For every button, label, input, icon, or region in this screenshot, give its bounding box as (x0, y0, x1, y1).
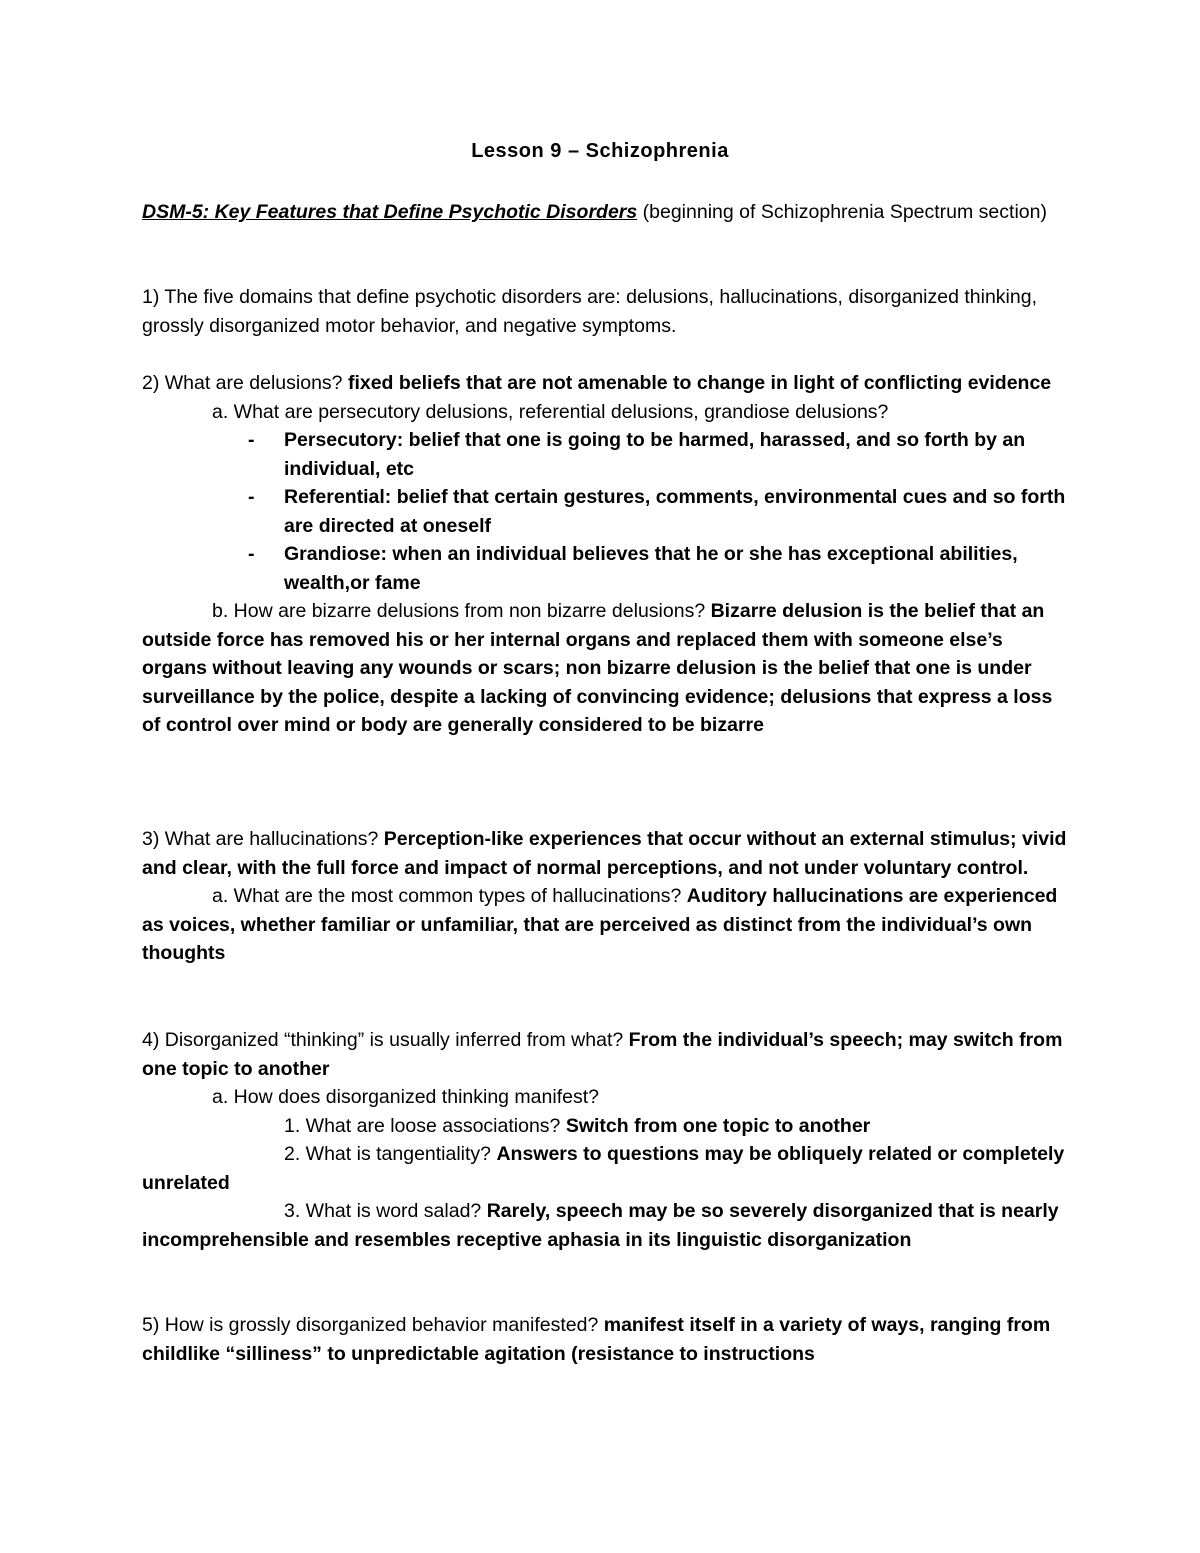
question-2b-answer: Bizarre delusion is the belief that an outside force has removed his or her internal organs and replaced them with someone else’s organs without leaving any wounds or scars; non bizarre delusion is the belief that one is under surveillance by the police, despite a lacking of convincing evidence; delusions that express a loss of control over mind or body are generally considered to be bizarre (142, 600, 1053, 736)
question-4a-3-answer: Rarely, speech may be so severely disorganized that is nearly incomprehensible and resembles receptive aphasia in its linguistic disorganization (142, 1200, 1059, 1251)
bullet-item (142, 426, 1072, 483)
question-4a-1-text: 1. What are loose associations? (284, 1114, 566, 1137)
section-heading-label: DSM-5: Key Features that Define Psychotic Disorders (142, 201, 638, 223)
question-1: 1) The five domains that define psychotic disorders are: delusions, hallucinations, disorganized thinking, grossly disorganized motor behavior, and negative symptoms. (142, 286, 1037, 337)
bullet-text: Referential: belief that certain gestures, comments, environmental cues and so forth are directed at oneself (284, 486, 1066, 537)
question-2-answer: fixed beliefs that are not amenable to change in light of conflicting evidence (347, 372, 1052, 394)
question-4a-3-text: 3. What is word salad? (284, 1200, 487, 1222)
section-heading-note: (beginning of Schizophrenia Spectrum section) (637, 201, 1047, 223)
question-4a-1-answer: Switch from one topic to another (565, 1114, 871, 1137)
question-5-answer: manifest itself in a variety of ways, ranging from childlike “silliness” to unpredictable agitation (resistance to instructions (142, 1314, 1051, 1365)
question-4-text: 4) Disorganized “thinking” is usually inferred from what? (142, 1029, 629, 1051)
question-4a-2-text: 2. What is tangentiality? (284, 1143, 497, 1165)
question-3-answer: Perception-like experiences that occur without an external stimulus; vivid and clear, with the full force and impact of normal perceptions, and not under voluntary control. (142, 828, 1067, 879)
question-4a-text: a. How does disorganized thinking manifest? (212, 1086, 599, 1108)
bullet-marker: - (248, 543, 255, 565)
question-5 (142, 1311, 1072, 1368)
bullet-item (142, 483, 1072, 540)
bullet-marker: - (248, 486, 255, 508)
question-4-answer: From the individual’s speech; may switch from one topic to another (142, 1029, 1063, 1080)
bullet-item (142, 540, 1072, 597)
page-title: Lesson 9 – Schizophrenia (471, 140, 729, 162)
question-4a-2-answer: Answers to questions may be obliquely related or completely unrelated (142, 1143, 1065, 1194)
question-3 (142, 825, 1072, 968)
question-3a-answer: Auditory hallucinations are experienced as voices, whether familiar or unfamiliar, that are perceived as distinct from the individual’s own thoughts (142, 885, 1058, 964)
bullet-text: Grandiose: when an individual believes that he or she has exceptional abilities, wealth,or fame (284, 543, 1018, 594)
question-3-text: 3) What are hallucinations? (142, 828, 384, 850)
bullet-marker: - (248, 429, 255, 451)
question-2-text: 2) What are delusions? (142, 372, 348, 394)
question-2 (142, 369, 1072, 740)
question-5-text: 5) How is grossly disorganized behavior manifested? (142, 1314, 604, 1336)
question-2a-text: a. What are persecutory delusions, referential delusions, grandiose delusions? (212, 400, 889, 423)
bullet-text: Persecutory: belief that one is going to be harmed, harassed, and so forth by an individual, etc (284, 429, 1026, 480)
question-4 (142, 1026, 1072, 1254)
question-2b-text: b. How are bizarre delusions from non bizarre delusions? (212, 600, 711, 622)
section-heading (142, 198, 1072, 227)
question-3a-text: a. What are the most common types of hallucinations? (212, 885, 687, 907)
